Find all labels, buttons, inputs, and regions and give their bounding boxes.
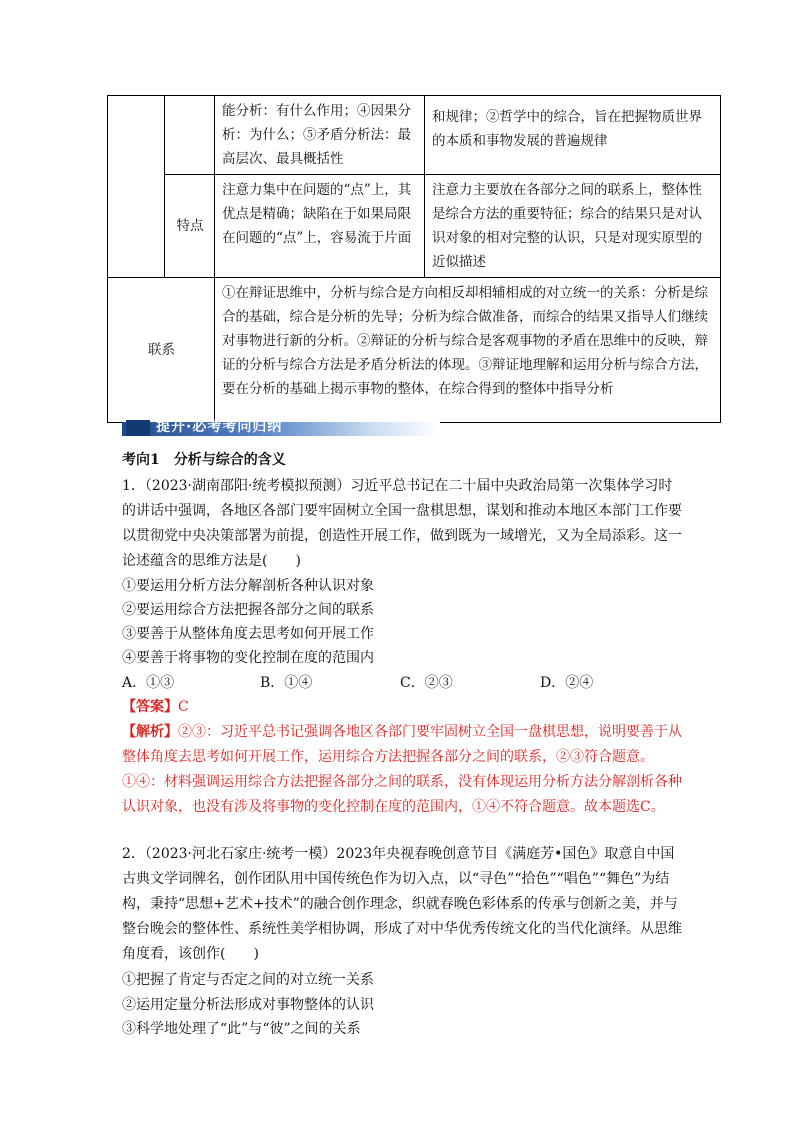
- question-2-item: ①把握了肯定与否定之间的对立统一关系: [122, 972, 374, 988]
- table-cell-blank: [108, 96, 165, 278]
- section-heading: 考向1 分析与综合的含义: [122, 452, 286, 468]
- table-cell: ①在辩证思维中，分析与综合是方向相反却相辅相成的对立统一的关系：分析是综合的基础，综合是分析的先导；分析为综合做准备，而综合的结果又指导人们继续对事物进行新的分析。②辩证的分析与综合是客观事物的矛盾在思维中的反映，辩证的分析与综合方法是矛盾分析法的体现。③辩证地理解和运用分析与综合方法，要在分析的基础上揭示事物的整体，在综合得到的整体中指导分析: [215, 278, 721, 423]
- table-cell-blank: [165, 96, 215, 175]
- comparison-table: [107, 95, 721, 423]
- question-1-item: ③要善于从整体角度去思考如何开展工作: [122, 626, 374, 642]
- table-row: [108, 278, 721, 423]
- banner-mark: [126, 420, 150, 436]
- question-2-item: ②运用定量分析法形成对事物整体的认识: [122, 997, 374, 1013]
- analysis-label: 【解析】: [122, 724, 178, 740]
- analysis-block: [122, 720, 682, 820]
- question-1-item: ①要运用分析方法分解剖析各种认识对象: [122, 578, 374, 594]
- table-cell: 注意力主要放在各部分之间的联系上，整体性是综合方法的重要特征；综合的结果只是对认识对象的相对完整的认识，只是对现实原型的近似描述: [425, 175, 721, 278]
- analysis-text: ②③：习近平总书记强调各地区各部门要牢固树立全国一盘棋思想，说明要善于从整体角度去思考如何开展工作，运用综合方法把握各部分之间的联系，②③符合题意。①④：材料强调运用综合方法把握各部分之间的联系，没有体现运用分析方法分解剖析各种认识对象，也没有涉及将事物的变化控制在度的范围内，①④不符合题意。故本题选C。: [122, 724, 682, 815]
- banner-title: 提升·必考考向归纳: [156, 419, 283, 435]
- row-label: 联系: [108, 278, 215, 423]
- answer-value: C: [178, 699, 189, 715]
- answer-label: 【答案】: [122, 699, 178, 715]
- table-row: [108, 175, 721, 278]
- option-b: B．①④: [260, 675, 313, 691]
- question-2-item: ③科学地处理了“此”与“彼”之间的关系: [122, 1021, 361, 1037]
- table-cell: 能分析：有什么作用；④因果分析：为什么；⑤矛盾分析法：最高层次、最具概括性: [215, 96, 425, 175]
- section-banner: [122, 418, 440, 436]
- question-1-stem: 1．（2023·湖南邵阳·统考模拟预测）习近平总书记在二十届中央政治局第一次集体学习时的讲话中强调，各地区各部门要牢固树立全国一盘棋思想，谋划和推动本地区本部门工作要以贯彻党中央决策部署为前提，创造性开展工作，做到既为一域增光，又为全局添彩。这一论述蕴含的思维方法是( ): [122, 478, 682, 569]
- question-1-item: ④要善于将事物的变化控制在度的范围内: [122, 650, 374, 666]
- question-1-item: ②要运用综合方法把握各部分之间的联系: [122, 602, 374, 618]
- table-cell: 注意力集中在问题的“点”上，其优点是精确；缺陷在于如果局限在问题的“点”上，容易流于片面: [215, 175, 425, 278]
- option-d: D．②④: [540, 675, 594, 691]
- row-label: 特点: [165, 175, 215, 278]
- table-row: [108, 96, 721, 175]
- option-c: C．②③: [400, 675, 453, 691]
- option-a: A．①③: [122, 675, 175, 691]
- table-cell: 和规律；②哲学中的综合，旨在把握物质世界的本质和事物发展的普遍规律: [425, 96, 721, 175]
- question-2-stem: 2．（2023·河北石家庄·统考一模）2023年央视春晚创意节目《满庭芳•国色》取意自中国古典文学词牌名，创作团队用中国传统色作为切入点，以“寻色”“拾色”“唱色”“舞色”为结构，秉持“思想+艺术+技术”的融合创作理念，织就春晚色彩体系的传承与创新之美，并与整台晚会的整体性、系统性美学相协调，形成了对中华优秀传统文化的当代化演绎。从思维角度看，该创作( ): [122, 846, 682, 962]
- answer-line: [122, 695, 682, 720]
